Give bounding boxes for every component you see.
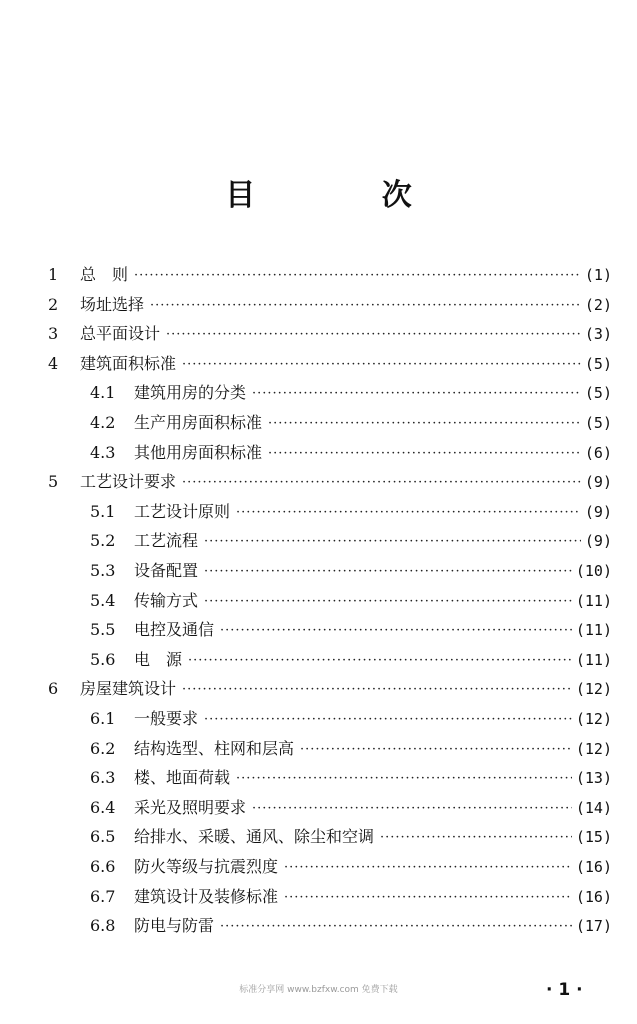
toc-entry-title: 楼、地面荷载 bbox=[134, 768, 231, 788]
toc-entry-title: 总平面设计 bbox=[80, 324, 161, 344]
toc-entry-title: 一般要求 bbox=[134, 709, 199, 728]
toc-entry-page: (17) bbox=[575, 917, 612, 936]
toc-entry bbox=[90, 736, 612, 762]
toc-entry-page: (11) bbox=[575, 591, 612, 610]
toc-entry-page: (3) bbox=[584, 325, 612, 344]
toc-entry-title: 结构选型、柱网和层高 bbox=[134, 738, 295, 758]
toc-entry bbox=[90, 380, 612, 406]
toc-entry-number: 5.5 bbox=[90, 620, 116, 640]
toc-entry-title: 建筑设计及装修标准 bbox=[134, 886, 279, 906]
toc-entry-number: 5.1 bbox=[90, 501, 116, 521]
toc-dot-leader bbox=[182, 676, 572, 702]
toc-entry bbox=[90, 795, 612, 821]
toc-entry-title: 电 源 bbox=[134, 649, 183, 669]
toc-dot-leader bbox=[284, 884, 572, 910]
toc-entry bbox=[90, 913, 612, 939]
toc-entry bbox=[90, 410, 612, 436]
toc-entry bbox=[90, 440, 612, 466]
toc-entry-page: (9) bbox=[584, 532, 612, 551]
toc-entry-number: 6.1 bbox=[90, 709, 116, 728]
toc-entry-number: 4.2 bbox=[90, 413, 116, 432]
toc-entry-number: 5.2 bbox=[90, 531, 116, 551]
toc-entry bbox=[48, 351, 612, 377]
toc-entry-page: (11) bbox=[575, 621, 612, 640]
toc-dot-leader bbox=[134, 262, 581, 288]
toc-entry-number: 6.5 bbox=[90, 827, 116, 847]
toc-entry-number: 2 bbox=[48, 294, 59, 314]
toc-dot-leader bbox=[182, 351, 581, 377]
toc-entry bbox=[90, 765, 612, 791]
toc-entry-page: (6) bbox=[584, 443, 612, 462]
toc-dot-leader bbox=[182, 469, 581, 495]
toc-entry-number: 6.7 bbox=[90, 886, 116, 906]
toc-entry-number: 5.3 bbox=[90, 561, 116, 580]
toc-entry-title: 建筑用房的分类 bbox=[134, 383, 247, 403]
toc-entry-title: 防电与防雷 bbox=[134, 916, 215, 936]
toc-entry-title: 房屋建筑设计 bbox=[80, 679, 177, 699]
toc-dot-leader bbox=[252, 795, 572, 821]
toc-entry bbox=[48, 676, 612, 702]
toc-entry-number: 6.2 bbox=[90, 738, 116, 758]
toc-entry-page: (9) bbox=[584, 473, 612, 492]
toc-entry-title: 场址选择 bbox=[80, 294, 145, 314]
toc-entry-page: (15) bbox=[575, 828, 612, 847]
toc-entry bbox=[48, 469, 612, 495]
toc-entry-title: 给排水、采暖、通风、除尘和空调 bbox=[134, 827, 375, 847]
toc-entry-number: 3 bbox=[48, 324, 59, 344]
toc-dot-leader bbox=[380, 824, 572, 850]
toc-dot-leader bbox=[268, 410, 581, 436]
toc-entry-page: (12) bbox=[575, 680, 612, 699]
toc-entry bbox=[90, 528, 612, 554]
toc-entry-number: 4 bbox=[48, 353, 59, 373]
toc-entry-title: 其他用房面积标准 bbox=[134, 442, 263, 462]
toc-entry-title: 采光及照明要求 bbox=[134, 797, 247, 817]
toc-entry-title: 电控及通信 bbox=[134, 620, 215, 640]
toc-entry bbox=[90, 647, 612, 673]
toc-entry-number: 6.4 bbox=[90, 797, 116, 817]
toc-entry bbox=[90, 499, 612, 525]
toc-entry-number: 6.6 bbox=[90, 857, 116, 876]
toc-entry-page: (5) bbox=[584, 354, 612, 373]
toc-entry bbox=[90, 617, 612, 643]
toc-entry-page: (13) bbox=[575, 769, 612, 788]
toc-dot-leader bbox=[204, 528, 581, 554]
toc-entry bbox=[90, 558, 612, 584]
toc-entry-number: 5.6 bbox=[90, 649, 116, 669]
toc-dot-leader bbox=[284, 854, 572, 880]
toc-entry-number: 4.3 bbox=[90, 442, 116, 462]
toc-entry-number: 5.4 bbox=[90, 590, 116, 610]
toc-entry-page: (2) bbox=[584, 295, 612, 314]
toc-entry bbox=[90, 588, 612, 614]
toc-entry-page: (10) bbox=[575, 562, 612, 580]
toc-dot-leader bbox=[300, 736, 572, 762]
toc-entry-number: 6.8 bbox=[90, 916, 116, 936]
toc-dot-leader bbox=[220, 913, 572, 939]
toc-entry-page: (16) bbox=[575, 858, 612, 876]
toc-entry-title: 工艺流程 bbox=[134, 531, 199, 551]
toc-entry-page: (1) bbox=[584, 266, 612, 284]
toc-entry-page: (16) bbox=[575, 887, 612, 906]
toc-entry-title: 防火等级与抗震烈度 bbox=[134, 857, 279, 876]
toc-entry-page: (12) bbox=[575, 710, 612, 728]
toc-dot-leader bbox=[150, 292, 581, 318]
toc-entry-page: (5) bbox=[584, 384, 612, 403]
toc-entry-title: 建筑面积标准 bbox=[80, 353, 177, 373]
toc-dot-leader bbox=[188, 647, 572, 673]
toc-entry-number: 6 bbox=[48, 679, 59, 699]
toc-entry-title: 生产用房面积标准 bbox=[134, 413, 263, 432]
watermark-text: 标准分享网 www.bzfxw.com 免费下载 bbox=[239, 985, 398, 995]
toc-entry-title: 工艺设计原则 bbox=[134, 501, 231, 521]
toc-dot-leader bbox=[252, 380, 581, 406]
toc-entry-page: (14) bbox=[575, 798, 612, 817]
toc-entry-title: 设备配置 bbox=[134, 561, 199, 580]
toc-entry-number: 4.1 bbox=[90, 383, 116, 403]
toc-dot-leader bbox=[220, 617, 572, 643]
toc-entry-title: 工艺设计要求 bbox=[80, 472, 177, 492]
toc-dot-leader bbox=[166, 321, 581, 347]
toc-entry bbox=[48, 292, 612, 318]
toc-entry-title: 总 则 bbox=[80, 265, 129, 284]
toc-dot-leader bbox=[204, 558, 572, 584]
toc-entry-title: 传输方式 bbox=[134, 590, 199, 610]
toc-entry-number: 5 bbox=[48, 472, 59, 492]
toc-entry-number: 1 bbox=[48, 265, 59, 284]
toc-entry bbox=[90, 706, 612, 732]
toc-entry bbox=[90, 854, 612, 880]
toc-entry bbox=[90, 884, 612, 910]
toc-entry bbox=[90, 824, 612, 850]
toc-dot-leader bbox=[236, 499, 581, 525]
toc-entry-page: (9) bbox=[584, 502, 612, 521]
toc-dot-leader bbox=[204, 588, 572, 614]
toc-dot-leader bbox=[268, 440, 581, 466]
page-title: 目 次 bbox=[225, 178, 470, 213]
toc-dot-leader bbox=[236, 765, 572, 791]
toc-entry-page: (12) bbox=[575, 739, 612, 758]
toc-entry-page: (11) bbox=[575, 650, 612, 669]
toc-entry bbox=[48, 262, 612, 288]
toc-entry bbox=[48, 321, 612, 347]
toc-entry-page: (5) bbox=[584, 414, 612, 432]
toc-entry-number: 6.3 bbox=[90, 768, 116, 788]
page-number: · 1 · bbox=[546, 980, 583, 1000]
toc-dot-leader bbox=[204, 706, 572, 732]
